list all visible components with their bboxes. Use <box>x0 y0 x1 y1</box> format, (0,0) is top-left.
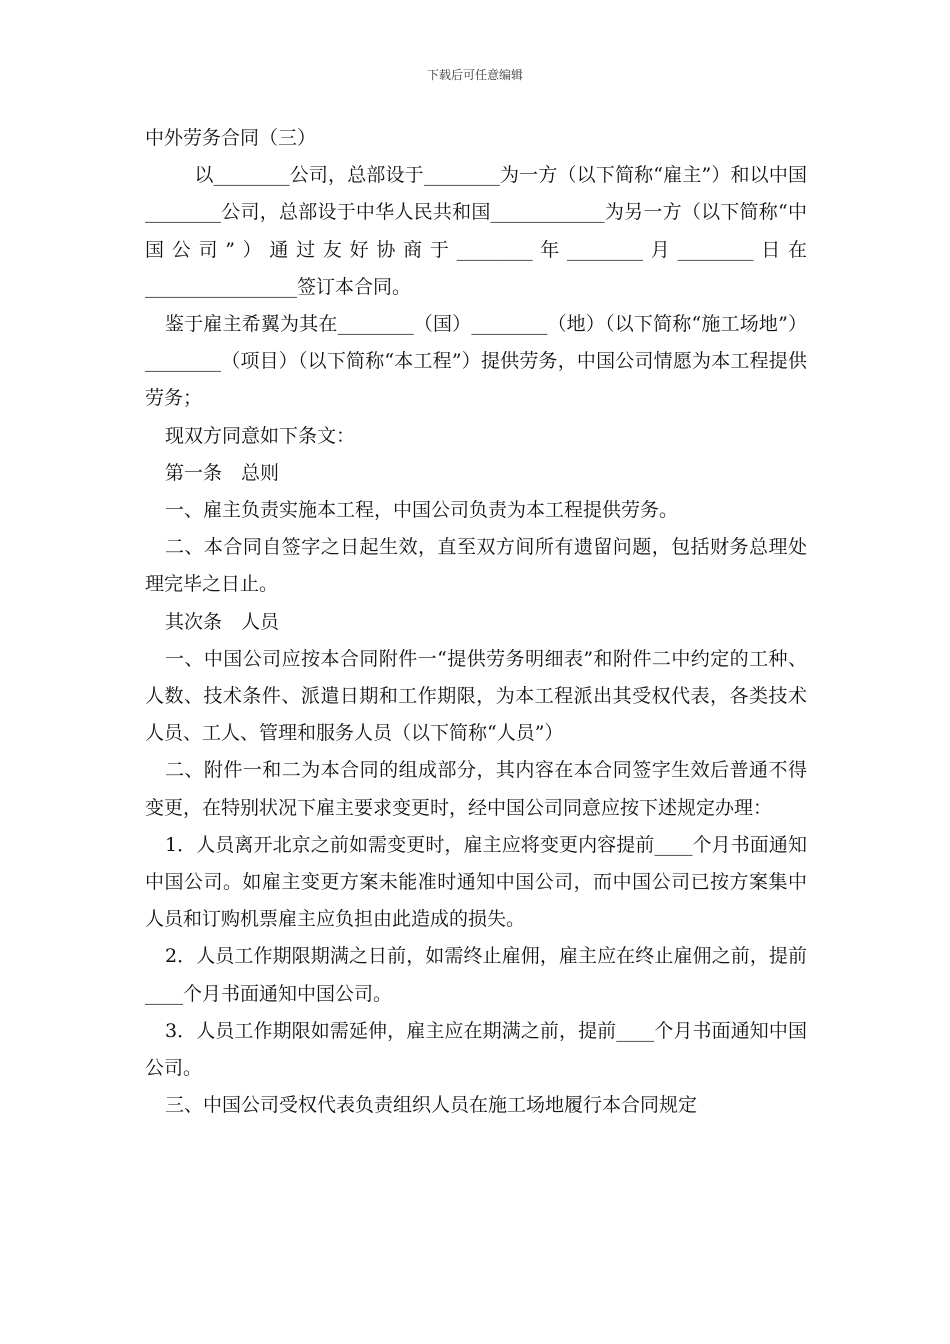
paragraph: 以________公司，总部设于________为一方（以下简称“雇主”）和以中国________公司，总部设于中华人民共和国____________为另一方（以下简称“中国公司”）通过友好协商于________年________月________日在________________签订本合同。 <box>145 164 807 298</box>
paragraph: 二、附件一和二为本合同的组成部分，其内容在本合同签字生效后普通不得变更，在特别状况下雇主要求变更时，经中国公司同意应按下述规定办理： <box>145 759 807 819</box>
paragraph: 三、中国公司受权代表负责组织人员在施工场地履行本合同规定 <box>164 1094 697 1117</box>
paragraph: 其次条 人员 <box>164 610 279 633</box>
paragraph: 一、中国公司应按本合同附件一“提供劳务明细表”和附件二中约定的工种、人数、技术条件、派遣日期和工作期限，为本工程派出其受权代表，各类技术人员、工人、管理和服务人员（以下简称“人员”） <box>145 647 807 745</box>
paragraph: 3．人员工作期限如需延伸，雇主应在期满之前，提前____个月书面通知中国公司。 <box>145 1019 807 1080</box>
paragraph: 2．人员工作期限期满之日前，如需终止雇佣，雇主应在终止雇佣之前，提前____个月书面通知中国公司。 <box>145 945 807 1005</box>
document-title: 中外劳务合同（三） <box>145 127 317 149</box>
paragraph: 第一条 总则 <box>164 461 279 484</box>
paragraph: 1．人员离开北京之前如需变更时，雇主应将变更内容提前____个月书面通知中国公司。如雇主变更方案未能准时通知中国公司，而中国公司已按方案集中人员和订购机票雇主应负担由此造成的损失。 <box>145 833 807 931</box>
paragraph: 二、本合同自签字之日起生效，直至双方间所有遗留问题，包括财务总理处理完毕之日止。 <box>145 536 807 596</box>
page-header: 下载后可任意编辑 <box>426 68 523 82</box>
document-body <box>145 120 807 1124</box>
paragraph: 现双方同意如下条文： <box>164 424 355 447</box>
paragraph: 鉴于雇主希翼为其在________（国）________（地）（以下简称“施工场地”）________（项目）（以下简称“本工程”）提供劳务，中国公司情愿为本工程提供劳务； <box>145 313 807 410</box>
paragraph: 一、雇主负责实施本工程，中国公司负责为本工程提供劳务。 <box>164 499 678 522</box>
